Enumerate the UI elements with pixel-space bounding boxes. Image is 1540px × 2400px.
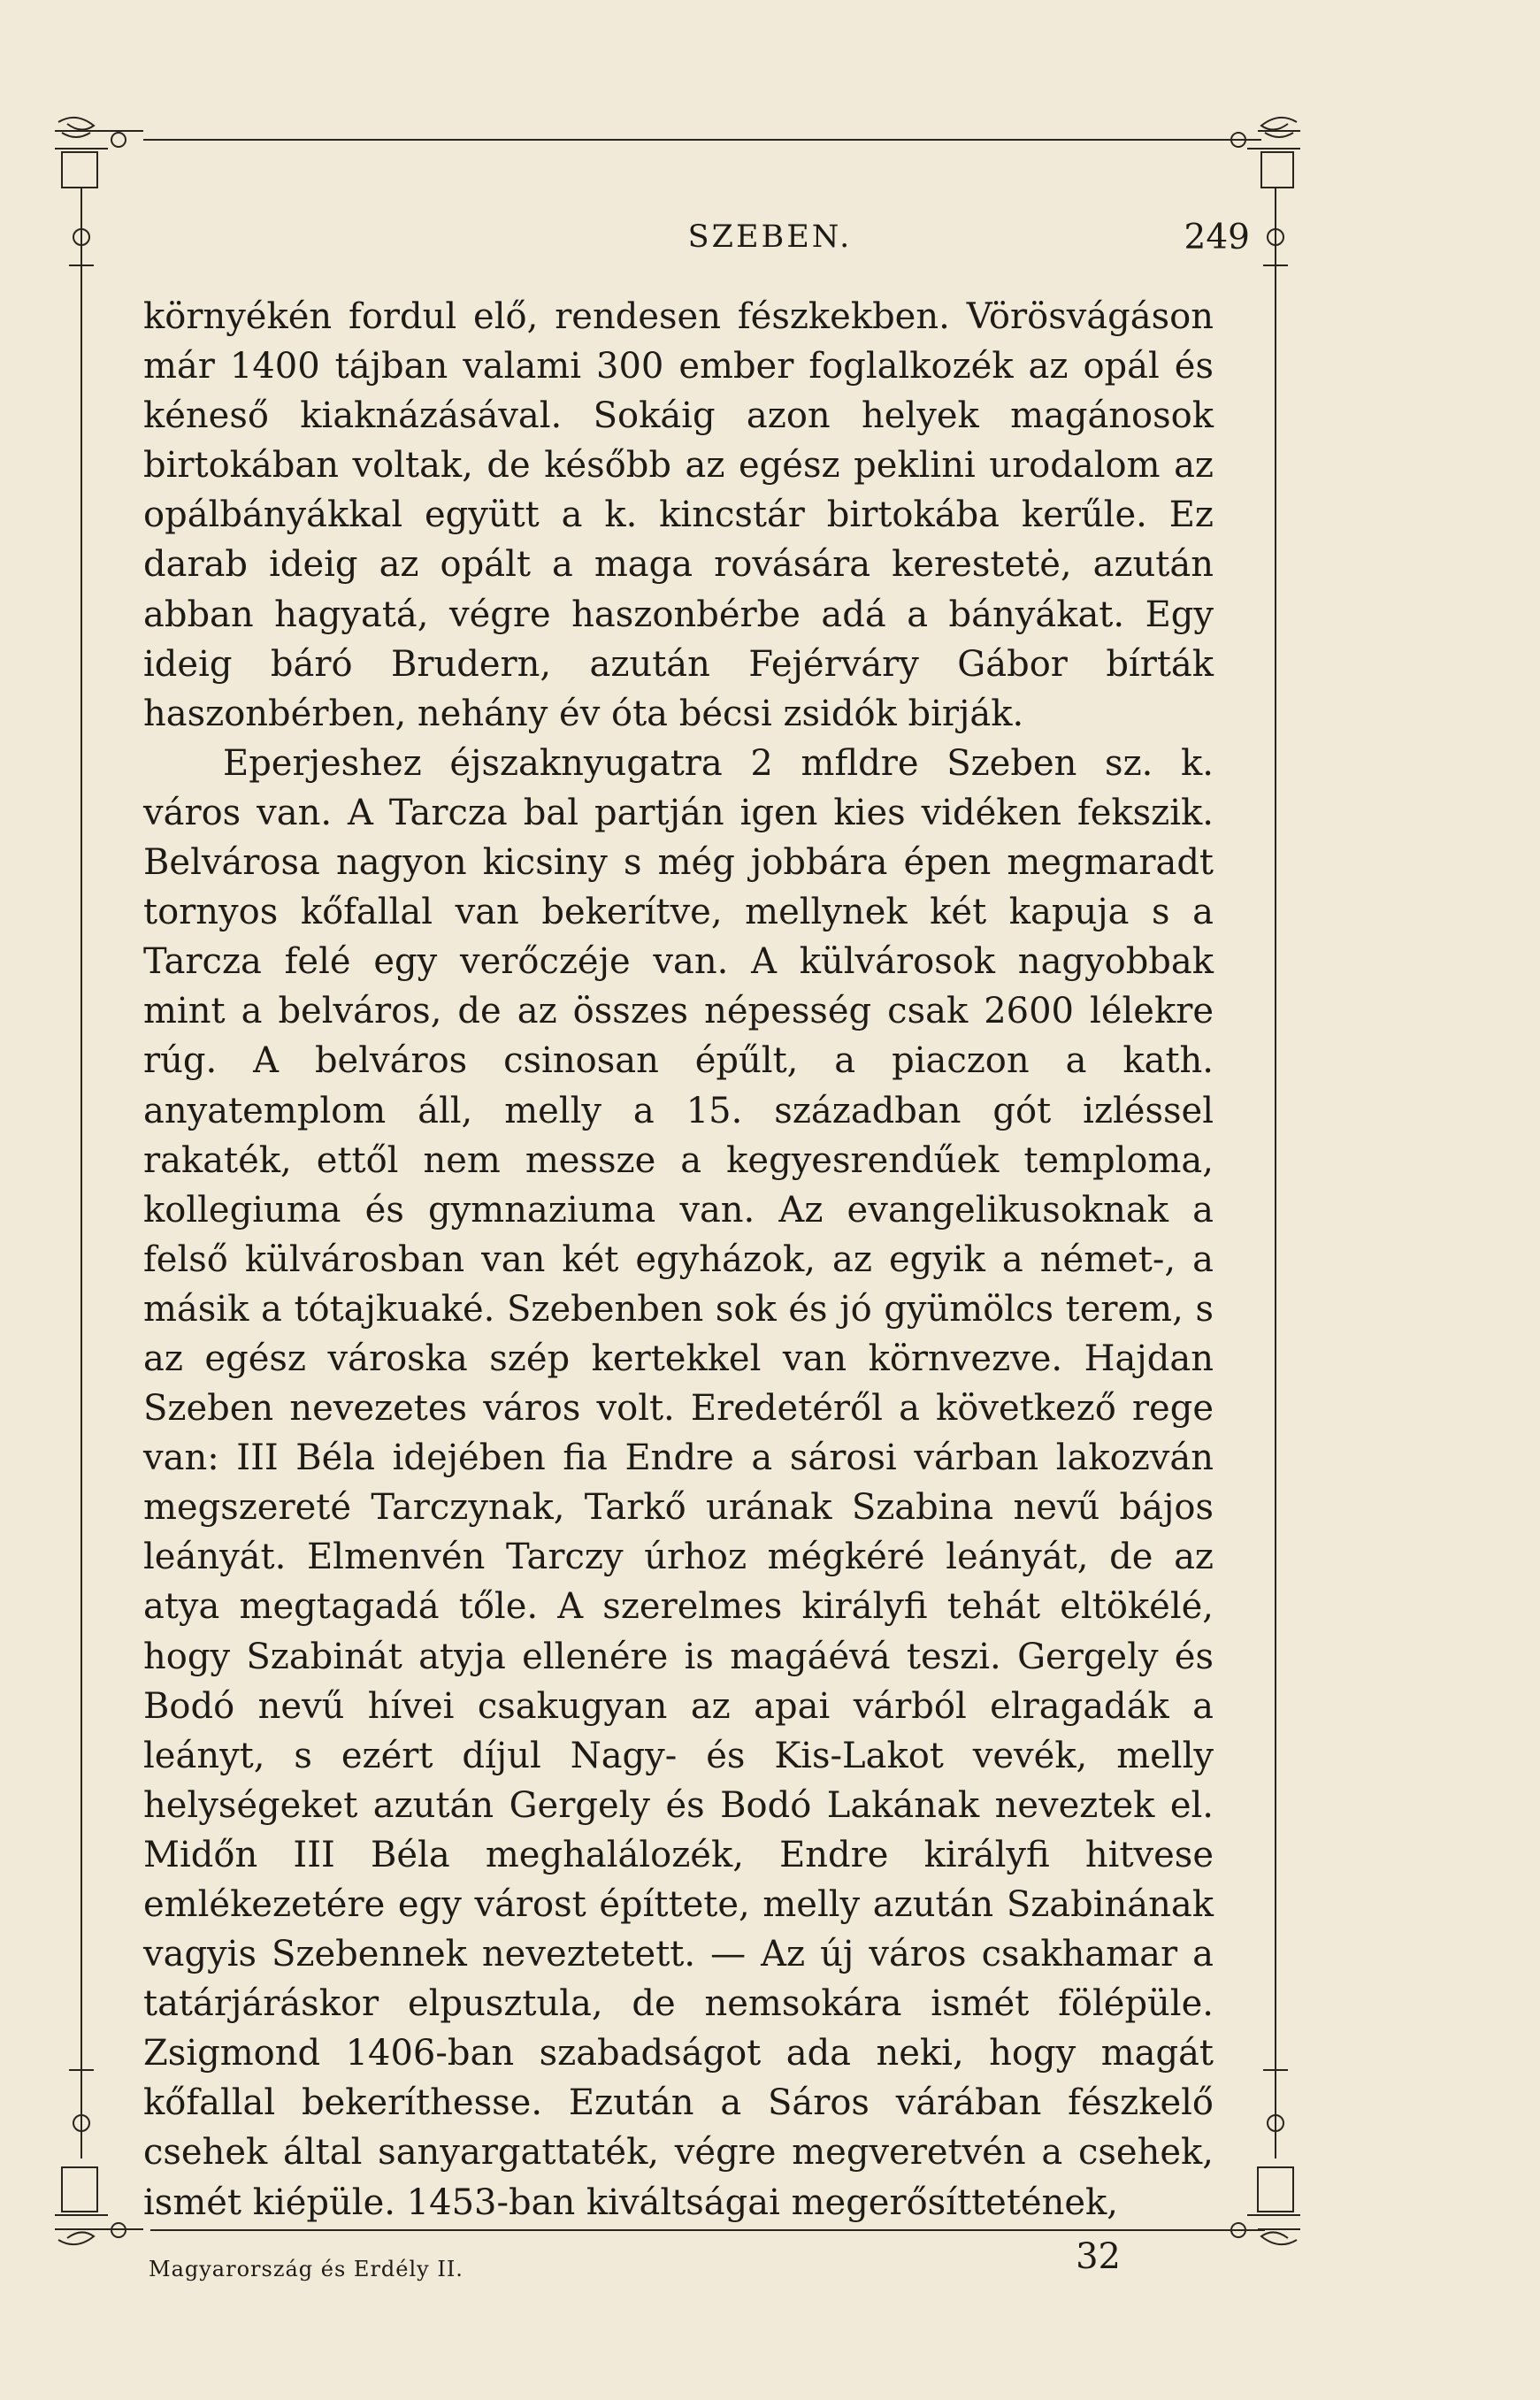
sheet-number: 32 — [1076, 2236, 1121, 2277]
signature-mark: Magyarország és Erdély II. — [149, 2257, 464, 2281]
page-number: 249 — [1184, 218, 1250, 257]
running-head: SZEBEN. — [687, 219, 853, 255]
paragraph: Eperjeshez éjszaknyugatra 2 mfldre Szeben sz. k. város van. A Tarcza bal partján igen kies vidéken fekszik. Belvárosa nagyon kicsiny s még jobbára épen megmaradt tornyos kőfallal van bekerítve, mellynek két kapuja s a Tarcza felé egy verőczéje van. A külvárosok nagyobbak mint a belváros, de az összes népesség csak 2600 lélekre rúg. A belváros csinosan épűlt, a piaczon a kath. anyatemplom áll, melly a 15. században gót izléssel rakaték, ettől nem messze a kegyesrendűek temploma, kollegiuma és gymnaziuma van. Az evangelikusoknak a felső külvárosban van két egyházok, az egyik a német-, a másik a tótajkuaké. Szebenben sok és jó gyümölcs terem, s az egész városka szép kertekkel van körnvezve. Hajdan Szeben nevezetes város volt. Eredetéről a következő rege van: III Béla idejében fia Endre a sárosi várban lakozván megszereté Tarczynak, Tarkő urának Szabina nevű bájos leányát. Elmenvén Tarczy úrhoz mégkéré leányát, de az atya megtagadá tőle. A szerelmes királyfi tehát eltökélé, hogy Szabinát atyja ellenére is magáévá teszi. Gergely és Bodó nevű hívei csakugyan az apai várból elragadák a leányt, s ezért díjul Nagy- és Kis-Lakot vevék, melly helységeket azután Gergely és Bodó Lakának neveztek el. Midőn III Béla meghalálozék, Endre királyfi hitvese emlékezetére egy várost építtete, melly azután Szabinának vagyis Szebennek neveztetett. — Az új város csakhamar a tatárjáráskor elpusztula, de nemsokára ismét fölépüle. Zsigmond 1406-ban szabadságot ada neki, hogy magát kőfallal bekeríthesse. Ezután a Sáros várában fészkelő csehek által sanyargattaték, végre megveretvén a csehek, ismét kiépüle. 1453-ban kiváltságai megerősíttetének, — [143, 742, 1214, 2223]
main-text — [143, 292, 1214, 2227]
ornamental-corner-icon — [1231, 2070, 1300, 2244]
ornamental-corner-icon — [55, 2070, 143, 2244]
paragraph: környékén fordul elő, rendesen fészkekben. Vörösvágáson már 1400 tájban valami 300 ember foglalkozék az opál és kéneső kiaknázásával. Sokáig azon helyek magánosok birtokában voltak, de később az egész peklini urodalom az opálbányákkal együtt a k. kincstár birtokába kerűle. Ez darab ideig az opált a maga rovására kerestetė, azután abban hagyatá, végre haszonbérbe adá a bányákat. Egy ideig báró Brudern, azután Fejérváry Gábor bírták haszonbérben, nehány év óta bécsi zsidók birják. — [143, 296, 1214, 734]
